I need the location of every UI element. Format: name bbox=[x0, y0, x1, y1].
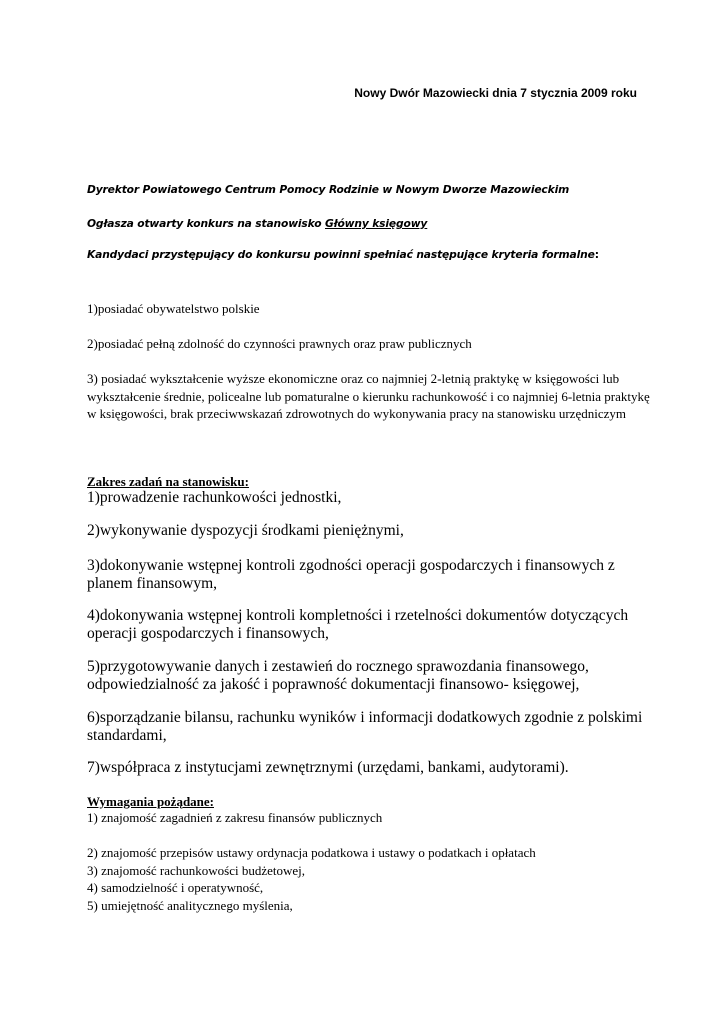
requirement-item: 3) znajomość rachunkowości budżetowej, bbox=[87, 863, 306, 878]
requirement-item: 5) umiejętność analitycznego myślenia, bbox=[87, 898, 293, 913]
announcement-line bbox=[87, 217, 427, 230]
duty-item: 4)dokonywania wstępnej kontroli kompletności i rzetelności dokumentów dotyczących operacji gospodarczych i finansowych, bbox=[87, 607, 629, 642]
director-line: Dyrektor Powiatowego Centrum Pomocy Rodzinie w Nowym Dworze Mazowieckim bbox=[87, 183, 570, 196]
announcement-prefix: Ogłasza otwarty konkurs na stanowisko bbox=[87, 217, 325, 230]
criteria-item: 3) posiadać wykształcenie wyższe ekonomiczne oraz co najmniej 2-letnią praktykę w księgowości lub wykształcenie średnie, policealne lub pomaturalne o kierunku rachunkowość i co najmniej 6-letnia praktykę w księgowości, brak przeciwwskazań zdrowotnych do wykonywania pracy na stanowisku urzędniczym bbox=[87, 371, 650, 421]
requirement-item: 4) samodzielność i operatywność, bbox=[87, 880, 264, 895]
criteria-intro bbox=[87, 248, 599, 261]
requirements-heading: Wymagania pożądane: bbox=[87, 794, 214, 809]
criteria-intro-colon: : bbox=[594, 248, 599, 261]
duty-item: 3)dokonywanie wstępnej kontroli zgodności operacji gospodarczych i finansowych z planem finansowym, bbox=[87, 557, 615, 592]
criteria-item: 1)posiadać obywatelstwo polskie bbox=[87, 301, 260, 316]
duty-item: 2)wykonywanie dyspozycji środkami pieniężnymi, bbox=[87, 522, 404, 539]
requirement-item: 2) znajomość przepisów ustawy ordynacja podatkowa i ustawy o podatkach i opłatach bbox=[87, 845, 536, 860]
requirement-item: 1) znajomość zagadnień z zakresu finansów publicznych bbox=[87, 810, 383, 825]
position-title: Główny księgowy bbox=[324, 217, 428, 230]
duties-heading: Zakres zadań na stanowisku: bbox=[87, 474, 249, 489]
duty-item: 7)współpraca z instytucjami zewnętrznymi (urzędami, bankami, audytorami). bbox=[87, 759, 569, 776]
criteria-item: 2)posiadać pełną zdolność do czynności prawnych oraz praw publicznych bbox=[87, 336, 472, 351]
criteria-intro-text: Kandydaci przystępujący do konkursu powinni spełniać następujące kryteria formalne bbox=[87, 248, 595, 261]
duty-item: 5)przygotowywanie danych i zestawień do rocznego sprawozdania finansowego, odpowiedzialność za jakość i poprawność dokumentacji finansowo- księgowej, bbox=[87, 658, 589, 693]
duty-item: 1)prowadzenie rachunkowości jednostki, bbox=[87, 489, 342, 506]
duty-item: 6)sporządzanie bilansu, rachunku wyników i informacji dodatkowych zgodnie z polskimi standardami, bbox=[87, 709, 643, 744]
date-line: Nowy Dwór Mazowiecki dnia 7 stycznia 2009 roku bbox=[354, 86, 637, 100]
